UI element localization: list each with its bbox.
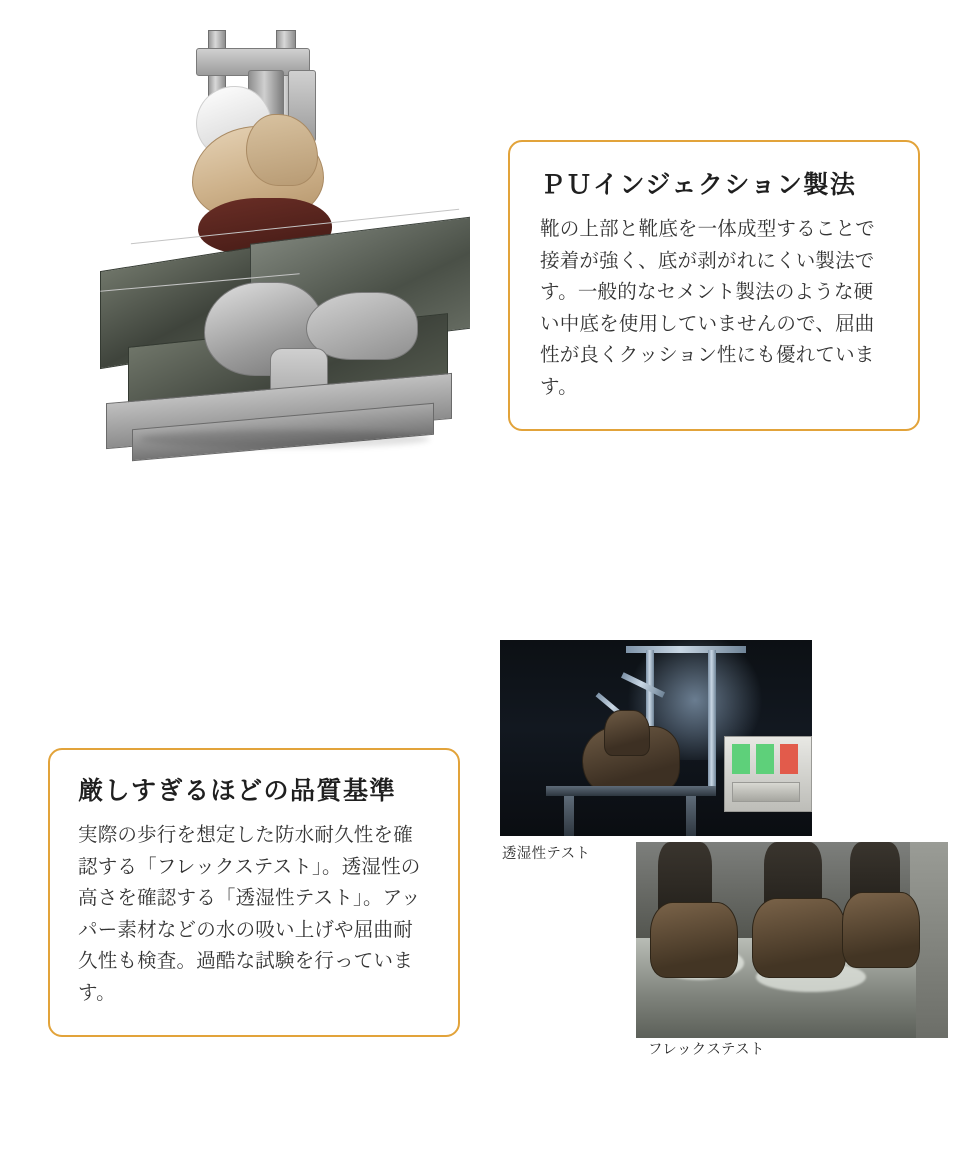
test-boot-center bbox=[752, 898, 846, 978]
panel-indicator-3 bbox=[780, 744, 798, 774]
breathability-test-caption: 透湿性テスト bbox=[502, 846, 591, 862]
quality-standard-card-body: 実際の歩行を想定した防水耐久性を確認する「フレックステスト」。透湿性の高さを確認する「透湿性テスト」。アッパー素材などの水の吸い上げや屈曲耐久性も検査。過酷な試験を行っています。 bbox=[78, 824, 421, 1004]
test-boot-left bbox=[650, 902, 738, 978]
quality-standard-card-title: 厳しすぎるほどの品質基準 bbox=[78, 777, 397, 805]
photo-shadow bbox=[140, 430, 430, 448]
test-boot-shaft bbox=[604, 710, 650, 756]
panel-indicator-1 bbox=[732, 744, 750, 774]
platform-leg-right bbox=[686, 796, 696, 836]
test-platform bbox=[546, 786, 716, 796]
test-boot-right bbox=[842, 892, 920, 968]
stand-crossbar bbox=[626, 646, 746, 653]
platform-leg-left bbox=[564, 796, 574, 836]
stand-rod-right bbox=[708, 650, 716, 790]
quality-standard-info-card bbox=[48, 748, 460, 1037]
pu-injection-info-card bbox=[508, 140, 920, 431]
pu-injection-card-body: 靴の上部と靴底を一体成型することで接着が強く、底が剥がれにくい製法です。一般的なセメント製法のような硬い中底を使用していませんので、屈曲性が良くクッション性にも優れています。 bbox=[540, 218, 875, 398]
panel-indicator-2 bbox=[756, 744, 774, 774]
breathability-test-photo bbox=[500, 640, 812, 836]
flex-test-photo bbox=[636, 842, 948, 1038]
flex-test-caption: フレックステスト bbox=[648, 1042, 765, 1058]
panel-display bbox=[732, 782, 800, 802]
pu-injection-card-title: ＰＵインジェクション製法 bbox=[540, 171, 857, 199]
pu-injection-molding-photo bbox=[100, 30, 470, 470]
